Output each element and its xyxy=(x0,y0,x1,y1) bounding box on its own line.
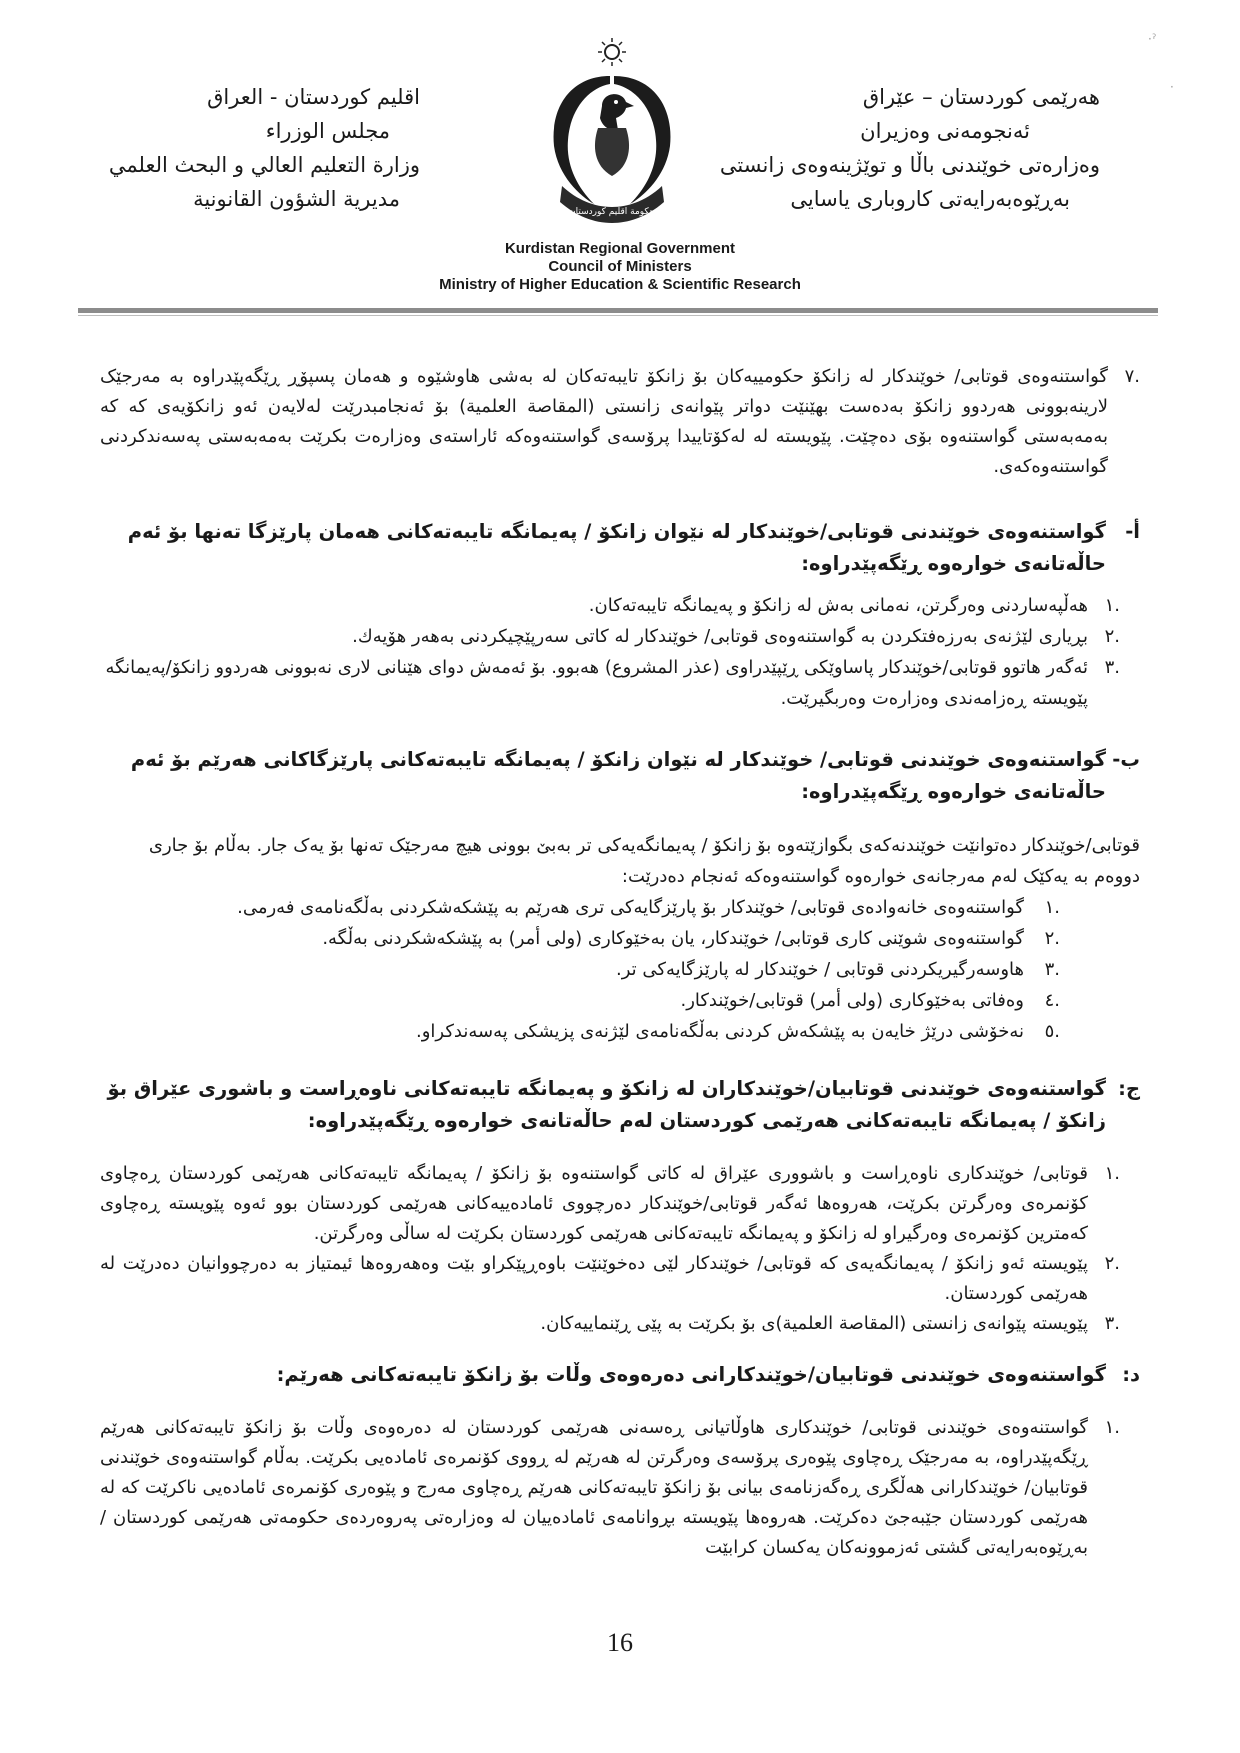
item-number: .٢ xyxy=(1104,1253,1120,1274)
list-item xyxy=(100,954,1140,985)
item-text: نەخۆشی درێژ خایەن بە پێشکەش کردنی بەڵگەنامەی لێژنەی پزیشکی پەسەندکراو. xyxy=(416,1021,1024,1042)
item-number: .٣ xyxy=(1044,959,1060,980)
section-d-list xyxy=(100,1413,1140,1563)
item-number: .٣ xyxy=(1104,1313,1120,1334)
item-text: پێویستە ئەو زانکۆ / پەیمانگەیەی کە قوتابی/ خوێندکار لێی دەخوێنێت باوەڕپێکراو بێت وەهەروەها ئیمتیاز بە دەرچووانیان دەدرێت لە هەرێمی کوردستان. xyxy=(100,1253,1088,1304)
header-ku-line: ئەنجومەنی وەزیران xyxy=(860,119,1030,143)
header-kurdish xyxy=(680,80,1100,216)
item-number: .١ xyxy=(1104,1417,1120,1438)
section-b-heading xyxy=(100,744,1140,808)
header-en-line: Council of Ministers xyxy=(548,258,692,275)
item-text: بڕیاری لێژنەی بەرزەفتکردن بە گواستنەوەی قوتابی/ خوێندکار لە کاتی سەرپێچیکردنی بەهەر هۆیەك. xyxy=(352,626,1088,647)
scan-speck: ·ˀ xyxy=(1148,32,1157,46)
item-number: .٧ xyxy=(1124,366,1140,387)
item-text: هەڵپەساردنی وەرگرتن، نەمانی بەش لە زانکۆ و پەیمانگە تایبەتەکان. xyxy=(588,595,1088,616)
section-7 xyxy=(100,362,1140,482)
list-item xyxy=(100,652,1120,714)
list-item xyxy=(100,985,1140,1016)
item-number: .٣ xyxy=(1104,657,1120,678)
item-text: پێویستە پێوانەی زانستی (المقاصة العلمية)ی بۆ بکرێت بە پێی ڕێنماییەکان. xyxy=(540,1313,1088,1334)
header-arabic xyxy=(108,80,420,216)
item-text: هاوسەرگیریکردنی قوتابی / خوێندکار لە پارێزگایەکی تر. xyxy=(615,959,1024,980)
item-text: گواستنەوەی خانەوادەی قوتابی/ خوێندکار بۆ پارێزگایەکی تری هەرێم بە پێشکەشکردنی بەڵگەنامەی فەرمی. xyxy=(237,897,1024,918)
section-letter: أ- xyxy=(1125,520,1140,543)
list-item xyxy=(100,1249,1120,1309)
item-text: ئەگەر هاتوو قوتابی/خوێندکار پاساوێکی ڕێپێدراوی (عذر المشروع) هەبوو. بۆ ئەمەش دوای هێنانی لاری نەبوونی هەردوو زانکۆ/پەیمانگە پێویستە ڕەزامەندی وەزارەت وەربگیرێت. xyxy=(105,657,1088,709)
list-item xyxy=(100,1159,1120,1249)
header-divider xyxy=(78,308,1158,313)
section-title: گواستنەوەی خوێندنی قوتابی/خوێندکار لە نێوان زانکۆ / پەیمانگە تایبەتەکانی هەمان پارێزگا تەنها بۆ ئەم حاڵەتانەی خوارەوە ڕێگەپێدراوە: xyxy=(127,520,1106,575)
section-title: گواستنەوەی خوێندنی قوتابیان/خوێندکارانی دەرەوەی وڵات بۆ زانکۆ تایبەتەکانی هەرێم: xyxy=(276,1363,1106,1386)
item-number: .١ xyxy=(1044,897,1060,918)
section-letter: ج: xyxy=(1118,1077,1140,1100)
section-b-intro: قوتابی/خوێندکار دەتوانێت خوێندنەکەی بگوازێتەوە بۆ زانکۆ / پەیمانگەیەکی تر بەبێ بوونی هیچ مەرجێک تەنها بۆ یەک جار. بەڵام بۆ جاری دووەم بە یەکێک لەم مەرجانەی خوارەوە گواستنەوەکە ئەنجام دەدرێت: xyxy=(148,835,1140,887)
list-item xyxy=(100,590,1120,621)
header-en-line: Kurdistan Regional Government xyxy=(504,240,736,257)
krg-emblem-icon xyxy=(532,36,692,236)
emblem-scroll-text: حكومة اقليم كوردستان xyxy=(569,207,655,217)
section-c-list xyxy=(100,1159,1140,1339)
list-item xyxy=(100,923,1140,954)
section-letter: ب- xyxy=(1112,748,1140,771)
item-text: قوتابی/ خوێندکاری ناوەڕاست و باشووری عێراق لە کاتی گواستنەوە بۆ زانکۆ / پەیمانگە تایبەتەکانی هەرێمی کوردستان ڕەچاوی کۆنمرەی وەرگرتن بکرێت، هەروەها ئەگەر قوتابی/خوێندکار دەرچووی ئامادەییەکانی هەرێمی کوردستان بوو ئەوە پێویستە ڕەچاوی کەمترین کۆنمرەی وەرگیراو لە زانکۆ و پەیمانگە تایبەتەکانی هەرێمی کوردستان بکرێت لە ساڵی وەرگرتن. xyxy=(100,1163,1088,1244)
item-text: گواستنەوەی خوێندنی قوتابی/ خوێندکاری هاوڵاتیانی ڕەسەنی هەرێمی کوردستان لە دەرەوەی وڵات بۆ زانکۆ تایبەتەکانی هەرێم ڕێگەپێدراوە، بە مەرجێک ڕەچاوی پێوەری پرۆسەی وەرگرتن لە هەرێم لە ڕووی کۆنمرەی ئامادەیی بکرێت. بەڵام گواستنەوەی خوێندنی قوتابیان/ خوێندکارانی هەڵگری ڕەگەزنامەی بیانی بۆ زانکۆ تایبەتەکانی هەرێم ڕەچاوی مەرج و پێوەری کۆنمرەی ئامادەیی ناکرێت کە لە هەرێمی کوردستان جێبەجێ دەکرێت. هەروەها پێویستە بڕوانامەی ئامادەییان لە وەزارەتی پەروەردەی حکومەتی هەرێمی کوردستان / بەڕێوەبەرایەتی گشتی ئەزموونەکان یەکسان کرابێت xyxy=(100,1417,1088,1558)
header-divider-thin xyxy=(78,315,1158,316)
item-number: .٢ xyxy=(1044,928,1060,949)
section-b-list xyxy=(100,892,1140,1047)
header-ar-line: مجلس الوزراء xyxy=(265,119,390,143)
item-text: وەفاتی بەخێوکاری (ولی أمر) قوتابی/خوێندکار. xyxy=(680,990,1024,1011)
scan-speck: · xyxy=(1170,80,1174,94)
item-text: گواستنەوەی قوتابی/ خوێندکار لە زانکۆ حکومییەکان بۆ زانکۆ تایبەتەکان لە بەشی هاوشێوە و هەمان پسپۆڕ ڕێگەپێدراوە بە مەرجێک لارینەبوونی هەردوو زانکۆ بەدەست بهێنێت دواتر پێوانەی زانستی (المقاصة العلمية) بۆ ئەنجامبدرێت لەلایەن ئەو زانکۆیەی کە کە بەمەبەستی گواستنەوە بۆی دەچێت. پێویستە لە لەکۆتاییدا پرۆسەی گواستنەوەکە ئاراستەی وەزارەت بکرێت بەمەبەستی پەسەندکردنی گواستنەوەکەی. xyxy=(100,366,1108,477)
list-item xyxy=(100,621,1120,652)
list-item xyxy=(100,1016,1140,1047)
header-ar-line: وزارة التعليم العالي و البحث العلمي xyxy=(108,153,420,177)
header-ar-line: مديرية الشؤون القانونية xyxy=(193,187,400,211)
list-item xyxy=(100,892,1140,923)
header-ku-line: وەزارەتی خوێندنی باڵا و توێژینەوەی زانستی xyxy=(719,153,1100,177)
section-a-heading xyxy=(100,516,1140,580)
item-number: .١ xyxy=(1104,595,1120,616)
item-text: گواستنەوەی شوێنی کاری قوتابی/ خوێندکار، یان بەخێوکاری (ولی أمر) بە پێشکەشکردنی بەڵگە. xyxy=(322,928,1024,949)
list-item xyxy=(100,1413,1120,1563)
section-d-heading xyxy=(100,1359,1140,1391)
header-ar-line: اقليم كوردستان - العراق xyxy=(207,85,420,109)
section-letter: د: xyxy=(1122,1363,1140,1386)
item-number: .٤ xyxy=(1044,990,1060,1011)
section-a-list xyxy=(100,590,1140,714)
section-title: گواستنەوەی خوێندنی قوتابیان/خوێندکاران لە زانکۆ و پەیمانگە تایبەتەکانی ناوەڕاست و باشوری عێراق بۆ زانکۆ / پەیمانگە تایبەتەکانی هەرێمی کوردستان لەم حاڵەتانەی خوارەوە ڕێگەپێدراوە: xyxy=(107,1077,1106,1132)
header-english xyxy=(400,240,840,294)
section-title: گواستنەوەی خوێندنی قوتابی/ خوێندکار لە نێوان زانکۆ / پەیمانگە تایبەتەکانی پارێزگاکانی هەرێم بۆ ئەم حاڵەتانەی خوارەوە ڕێگەپێدراوە: xyxy=(130,748,1106,803)
header-ku-line: بەڕێوەبەرایەتی کاروباری یاسایی xyxy=(790,187,1070,211)
header-ku-line: هەرێمی کوردستان – عێراق xyxy=(862,85,1100,109)
page-number: 16 xyxy=(607,1628,633,1657)
item-number: .٢ xyxy=(1104,626,1120,647)
item-number: .٥ xyxy=(1044,1021,1060,1042)
list-item xyxy=(100,1309,1120,1339)
section-c-heading xyxy=(100,1073,1140,1137)
document-body xyxy=(100,362,1140,1563)
header-en-line: Ministry of Higher Education & Scientific Research xyxy=(439,276,801,293)
item-number: .١ xyxy=(1104,1163,1120,1184)
